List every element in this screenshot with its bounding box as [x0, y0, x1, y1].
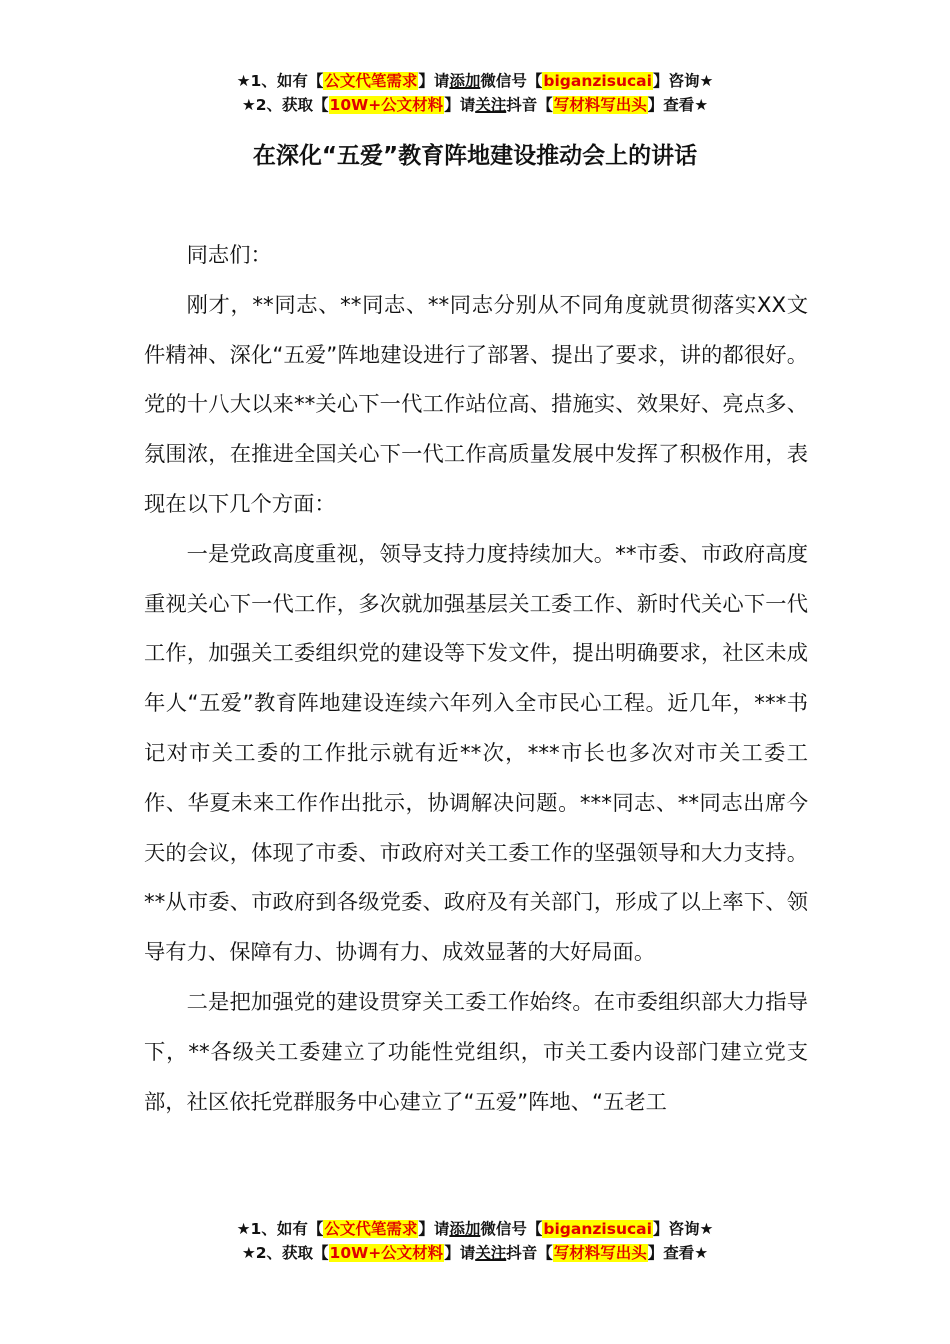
promo-highlight: 10W+公文材料: [329, 96, 444, 114]
paragraph-salutation: 同志们：: [186, 243, 272, 268]
paragraph-intro: 刚才，**同志、**同志、**同志分别从不同角度就贯彻落实XX文件精神、深化“五爱”阵地建设进行了部署、提出了要求，讲的都很好。党的十八大以来**关心下一代工作站位高、措施实、效果好、亮点多、氛围浓，在推进全国关心下一代工作高质量发展中发挥了积极作用，表现在以下几个方面：: [144, 292, 808, 517]
promo-text: 】请: [418, 1220, 450, 1238]
promo-text: 】请: [444, 96, 476, 114]
promo-text: 抖音【: [506, 96, 553, 114]
promo-banner-bottom: [0, 1217, 950, 1265]
paragraph-point-2: 二是把加强党的建设贯穿关工委工作始终。在市委组织部大力指导下，**各级关工委建立了功能性党组织，市关工委内设部门建立党支部，社区依托党群服务中心建立了“五爱”阵地、“五老工: [144, 989, 808, 1115]
promo-emphasis: 添加: [449, 1220, 481, 1238]
promo-highlight: 10W+公文材料: [329, 1244, 444, 1262]
promo-text: 】咨询★: [652, 1220, 714, 1238]
promo-text: 】请: [444, 1244, 476, 1262]
promo-line-1: [0, 69, 950, 93]
promo-text: 】查看★: [647, 1244, 709, 1262]
promo-text: 微信号【: [480, 72, 543, 90]
promo-text: 】请: [418, 72, 450, 90]
promo-text: 】咨询★: [652, 72, 714, 90]
promo-text: ★2、获取【: [241, 96, 329, 114]
promo-highlight: 公文代笔需求: [324, 72, 418, 90]
paragraph-point-1: 一是党政高度重视，领导支持力度持续加大。**市委、市政府高度重视关心下一代工作，多次就加强基层关工委工作、新时代关心下一代工作，加强关工委组织党的建设等下发文件，提出明确要求，社区未成年人“五爱”教育阵地建设连续六年列入全市民心工程。近几年，***书记对市关工委的工作批示就有近**次，***市长也多次对市关工委工作、华夏未来工作作出批示，协调解决问题。***同志、**同志出席今天的会议，体现了市委、市政府对关工委工作的坚强领导和大力支持。**从市委、市政府到各级党委、政府及有关部门，形成了以上率下、领导有力、保障有力、协调有力、成效显著的大好局面。: [144, 541, 808, 966]
promo-text: 】查看★: [647, 96, 709, 114]
document-body: [144, 231, 808, 1127]
promo-douyin-id: 写材料写出头: [553, 1244, 647, 1262]
promo-highlight: 公文代笔需求: [324, 1220, 418, 1238]
promo-text: 抖音【: [506, 1244, 553, 1262]
promo-line-2: [0, 1241, 950, 1265]
document-title: 在深化“五爱”教育阵地建设推动会上的讲话: [252, 143, 698, 169]
promo-line-1: [0, 1217, 950, 1241]
promo-line-2: [0, 93, 950, 117]
promo-emphasis: 关注: [475, 96, 507, 114]
promo-wechat-id: biganzisucai: [543, 1220, 652, 1238]
promo-douyin-id: 写材料写出头: [553, 96, 647, 114]
promo-emphasis: 添加: [449, 72, 481, 90]
promo-emphasis: 关注: [475, 1244, 507, 1262]
promo-text: ★1、如有【: [236, 1220, 324, 1238]
promo-text: ★2、获取【: [241, 1244, 329, 1262]
promo-text: 微信号【: [480, 1220, 543, 1238]
promo-banner-top: [0, 69, 950, 117]
promo-text: ★1、如有【: [236, 72, 324, 90]
promo-wechat-id: biganzisucai: [543, 72, 652, 90]
